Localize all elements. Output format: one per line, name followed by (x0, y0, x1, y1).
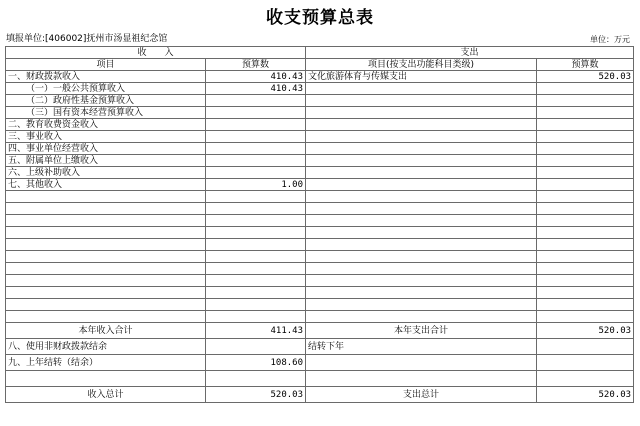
income-item (6, 371, 206, 387)
column-header-row (6, 59, 634, 71)
expense-item (306, 167, 537, 179)
income-item: 二、教育收费资金收入 (6, 119, 206, 131)
expense-item (306, 143, 537, 155)
grand-income-total-amount: 520.03 (206, 387, 306, 403)
expense-item (306, 131, 537, 143)
income-amount (206, 251, 306, 263)
table-row (6, 155, 634, 167)
table-row (6, 83, 634, 95)
year-total-row (6, 323, 634, 339)
year-income-total-amount: 411.43 (206, 323, 306, 339)
expense-item (306, 371, 537, 387)
reporting-unit: 填报单位:[406002]抚州市汤显祖纪念馆 (6, 34, 168, 44)
table-row (6, 275, 634, 287)
income-amount-header: 预算数 (206, 59, 306, 71)
expense-item (306, 191, 537, 203)
table-row (6, 287, 634, 299)
income-amount (206, 95, 306, 107)
income-amount (206, 143, 306, 155)
income-amount (206, 191, 306, 203)
income-amount (206, 239, 306, 251)
expense-amount (537, 131, 634, 143)
table-row (6, 339, 634, 355)
income-item: （三）国有资本经营预算收入 (6, 107, 206, 119)
income-item (6, 299, 206, 311)
income-item: 五、附属单位上缴收入 (6, 155, 206, 167)
income-item (6, 203, 206, 215)
expense-item (306, 179, 537, 191)
income-item (6, 311, 206, 323)
expense-amount (537, 83, 634, 95)
expense-amount (537, 239, 634, 251)
income-amount (206, 299, 306, 311)
expense-amount (537, 119, 634, 131)
unit-of-measure: 单位：万元 (590, 35, 630, 44)
income-item: 一、财政拨款收入 (6, 71, 206, 83)
expense-item (306, 155, 537, 167)
expense-amount (537, 371, 634, 387)
expense-item (306, 215, 537, 227)
expense-item (306, 95, 537, 107)
table-row (6, 311, 634, 323)
grand-expense-total-amount: 520.03 (537, 387, 634, 403)
expense-item (306, 263, 537, 275)
income-item: 八、使用非财政拨款结余 (6, 339, 206, 355)
table-row (6, 215, 634, 227)
income-amount: 410.43 (206, 71, 306, 83)
expense-item (306, 251, 537, 263)
expense-item (306, 119, 537, 131)
income-item-header: 项目 (6, 59, 206, 71)
income-item (6, 191, 206, 203)
income-amount (206, 203, 306, 215)
expense-item (306, 203, 537, 215)
expense-amount (537, 95, 634, 107)
income-item: 三、事业收入 (6, 131, 206, 143)
expense-amount (537, 191, 634, 203)
expense-amount (537, 143, 634, 155)
expense-amount (537, 251, 634, 263)
year-income-total-label: 本年收入合计 (6, 323, 206, 339)
expense-amount (537, 339, 634, 355)
expense-item (306, 311, 537, 323)
income-item (6, 227, 206, 239)
expense-amount: 520.03 (537, 71, 634, 83)
expense-amount (537, 355, 634, 371)
income-item: 六、上级补助收入 (6, 167, 206, 179)
year-expense-total-label: 本年支出合计 (306, 323, 537, 339)
expense-amount-header: 预算数 (537, 59, 634, 71)
income-amount: 410.43 (206, 83, 306, 95)
grand-income-total-label: 收入总计 (6, 387, 206, 403)
expense-group-header: 支出 (306, 47, 634, 59)
budget-summary-table (5, 46, 634, 403)
table-row (6, 251, 634, 263)
income-amount (206, 155, 306, 167)
income-item (6, 251, 206, 263)
expense-amount (537, 275, 634, 287)
group-header-row (6, 47, 634, 59)
table-row (6, 131, 634, 143)
income-item: 四、事业单位经营收入 (6, 143, 206, 155)
income-amount (206, 107, 306, 119)
table-row (6, 203, 634, 215)
income-amount: 108.60 (206, 355, 306, 371)
expense-amount (537, 107, 634, 119)
income-item: 九、上年结转（结余） (6, 355, 206, 371)
expense-item (306, 239, 537, 251)
income-item (6, 239, 206, 251)
expense-item (306, 275, 537, 287)
table-row (6, 167, 634, 179)
income-amount (206, 263, 306, 275)
table-row (6, 71, 634, 83)
grand-expense-total-label: 支出总计 (306, 387, 537, 403)
table-row (6, 371, 634, 387)
income-amount: 1.00 (206, 179, 306, 191)
expense-amount (537, 263, 634, 275)
table-row (6, 299, 634, 311)
expense-item (306, 287, 537, 299)
income-item (6, 263, 206, 275)
expense-item: 结转下年 (306, 339, 537, 355)
expense-item: 文化旅游体育与传媒支出 (306, 71, 537, 83)
expense-amount (537, 203, 634, 215)
expense-amount (537, 311, 634, 323)
income-amount (206, 131, 306, 143)
table-row (6, 227, 634, 239)
income-item: （二）政府性基金预算收入 (6, 95, 206, 107)
income-amount (206, 215, 306, 227)
table-row (6, 107, 634, 119)
income-item: （一）一般公共预算收入 (6, 83, 206, 95)
year-expense-total-amount: 520.03 (537, 323, 634, 339)
table-row (6, 119, 634, 131)
income-item (6, 275, 206, 287)
expense-amount (537, 299, 634, 311)
income-item (6, 287, 206, 299)
table-row (6, 179, 634, 191)
table-row (6, 263, 634, 275)
expense-item (306, 299, 537, 311)
table-row (6, 239, 634, 251)
expense-amount (537, 215, 634, 227)
expense-amount (537, 155, 634, 167)
income-item: 七、其他收入 (6, 179, 206, 191)
income-amount (206, 311, 306, 323)
income-amount (206, 275, 306, 287)
expense-item-header: 项目(按支出功能科目类级) (306, 59, 537, 71)
table-row (6, 355, 634, 371)
income-amount (206, 371, 306, 387)
expense-item (306, 107, 537, 119)
grand-total-row (6, 387, 634, 403)
income-amount (206, 227, 306, 239)
table-row (6, 95, 634, 107)
expense-amount (537, 179, 634, 191)
expense-item (306, 355, 537, 371)
table-row (6, 143, 634, 155)
income-amount (206, 287, 306, 299)
income-item (6, 215, 206, 227)
expense-amount (537, 227, 634, 239)
expense-item (306, 227, 537, 239)
expense-amount (537, 287, 634, 299)
income-amount (206, 167, 306, 179)
report-title: 收支预算总表 (266, 8, 374, 28)
table-row (6, 191, 634, 203)
expense-amount (537, 167, 634, 179)
income-group-header: 收 入 (6, 47, 306, 59)
income-amount (206, 339, 306, 355)
expense-item (306, 83, 537, 95)
income-amount (206, 119, 306, 131)
